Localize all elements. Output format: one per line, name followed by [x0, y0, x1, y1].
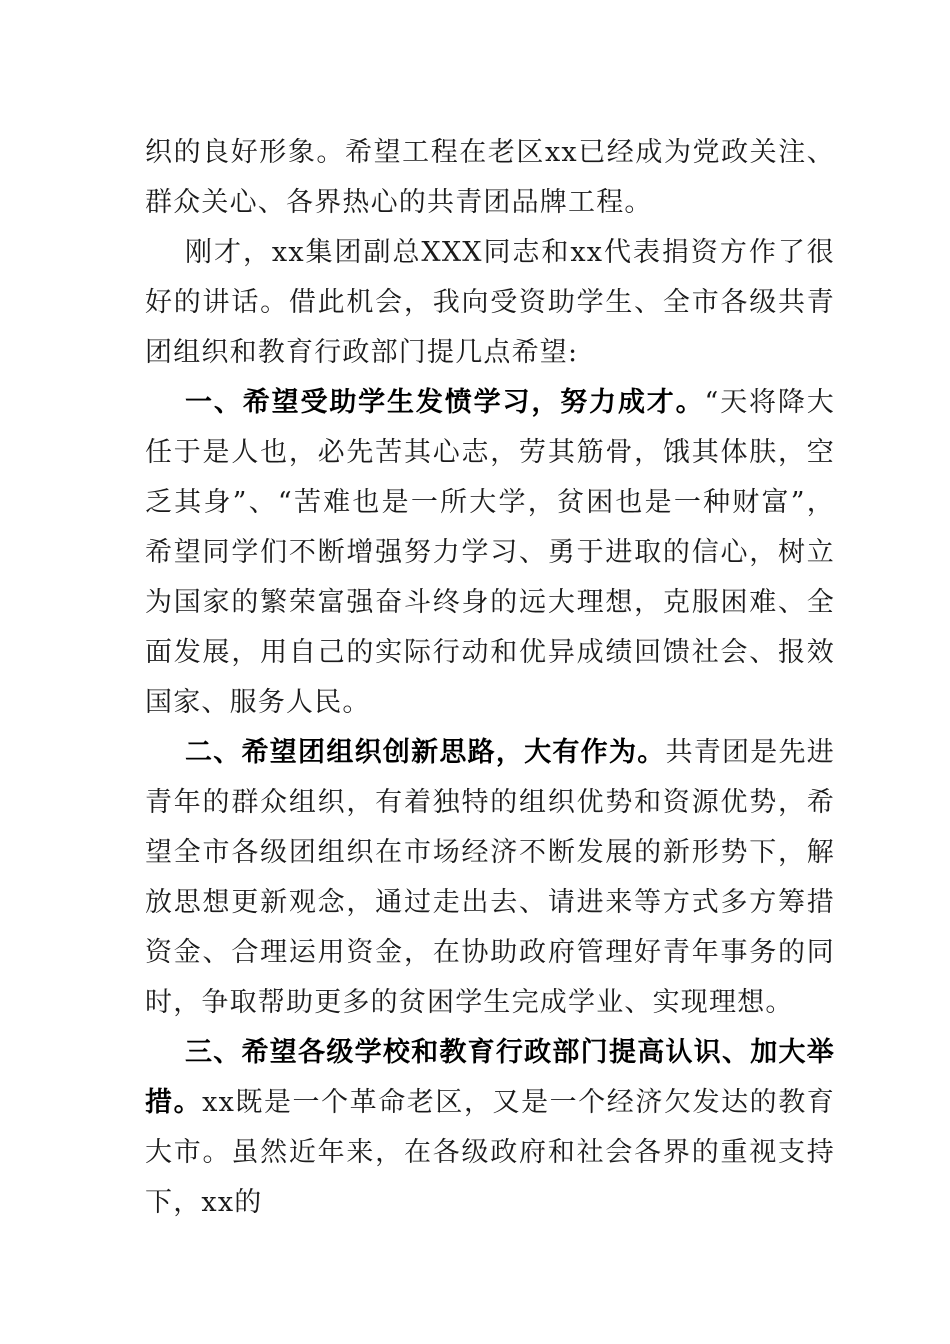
paragraph-5-heading: 三、希望各级学校和教育行政部门提高认识、加大举措。 — [145, 1037, 835, 1118]
paragraph-4-text: 共青团是先进青年的群众组织，有着独特的组织优势和资源优势，希望全市各级团组织在市场经济不断发展的新形势下，解放思想更新观念，通过走出去、请进来等方式多方筹措资金、合理运用资金，在协助政府管理好青年事务的同时，争取帮助更多的贫困学生完成学业、实现理想。 — [145, 737, 836, 1018]
paragraph-2-text: 刚才，xx集团副总XXX同志和xx代表捐资方作了很好的讲话。借此机会，我向受资助学生、全市各级共青团组织和教育行政部门提几点希望: — [145, 237, 835, 368]
paragraph-5-text: xx既是一个革命老区，又是一个经济欠发达的教育大市。虽然近年来，在各级政府和社会各界的重视支持下，xx的 — [145, 1087, 835, 1218]
paragraph-3 — [145, 378, 835, 728]
document-body — [145, 128, 835, 1228]
paragraph-4 — [145, 728, 835, 1028]
paragraph-2 — [145, 228, 835, 378]
paragraph-3-heading: 一、希望受助学生发愤学习，努力成才。 — [185, 387, 705, 418]
paragraph-3-text: “天将降大任于是人也，必先苦其心志，劳其筋骨，饿其体肤，空乏其身”、“苦难也是一所大学，贫困也是一种财富”，希望同学们不断增强努力学习、勇于进取的信心，树立为国家的繁荣富强奋斗终身的远大理想，克服困难、全面发展，用自己的实际行动和优异成绩回馈社会、报效国家、服务人民。 — [145, 387, 835, 718]
paragraph-5 — [145, 1028, 835, 1228]
paragraph-4-heading: 二、希望团组织创新思路，大有作为。 — [185, 737, 666, 768]
paragraph-1-text: 织的良好形象。希望工程在老区xx已经成为党政关注、群众关心、各界热心的共青团品牌工程。 — [145, 137, 835, 218]
paragraph-1 — [145, 128, 835, 228]
